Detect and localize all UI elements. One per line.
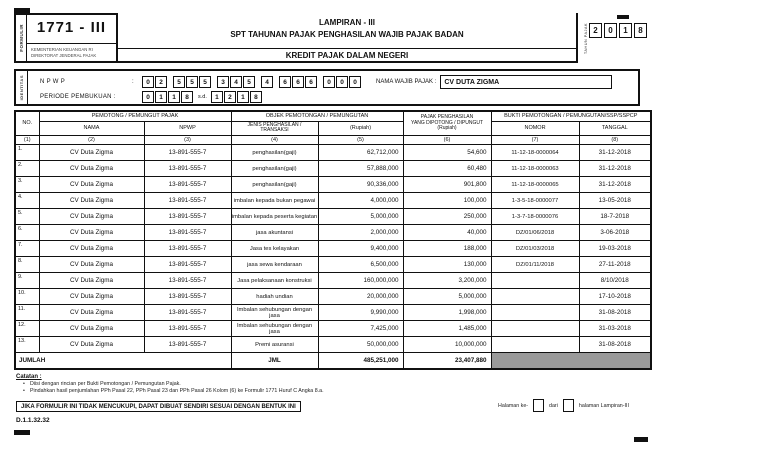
cell-tanggal: 27-11-2018 bbox=[579, 257, 651, 273]
cell-rupiah: 57,888,000 bbox=[318, 161, 403, 177]
cell-no: 12. bbox=[15, 321, 39, 337]
table-row bbox=[15, 337, 651, 353]
jumlah-shaded-cell bbox=[491, 353, 651, 369]
cell-rupiah: 9,400,000 bbox=[318, 241, 403, 257]
cell-no: 11. bbox=[15, 305, 39, 321]
table-row bbox=[15, 209, 651, 225]
jml-label: JML bbox=[231, 353, 318, 369]
ministry-line1: KEMENTERIAN KEUANGAN RI bbox=[31, 46, 93, 52]
digit-box[interactable]: 0 bbox=[336, 76, 348, 88]
cell-tanggal: 13-05-2018 bbox=[579, 193, 651, 209]
periode-to-boxes bbox=[211, 91, 263, 103]
nama-wajib-pajak-field[interactable]: CV DUTA ZIGMA bbox=[440, 75, 612, 89]
tahun-pajak-block bbox=[582, 13, 652, 63]
cell-nama: CV Duta Zigma bbox=[39, 337, 144, 353]
cell-pajak: 100,000 bbox=[403, 193, 491, 209]
cell-pajak: 60,480 bbox=[403, 161, 491, 177]
corner-mark-bottom-right bbox=[634, 437, 648, 442]
cell-jenis: imbalan kepada bukan pegawai bbox=[231, 193, 318, 209]
cell-nomor bbox=[491, 289, 579, 305]
cell-npwp: 13-891-555-7 bbox=[144, 209, 231, 225]
cell-jenis: penghasilan(gaji) bbox=[231, 161, 318, 177]
header-pajak-penghasilan: PAJAK PENGHASILAN YANG DIPOTONG / DIPUNGUT (Rupiah) bbox=[403, 111, 491, 136]
header-nomor: NOMOR bbox=[491, 121, 579, 136]
digit-box[interactable]: 6 bbox=[305, 76, 317, 88]
table-row bbox=[15, 193, 651, 209]
ministry-block bbox=[27, 43, 116, 61]
column-number: (7) bbox=[491, 136, 579, 145]
cell-no: 6. bbox=[15, 225, 39, 241]
cell-jenis: Imbalan sehubungan dengan jasa bbox=[231, 305, 318, 321]
catatan-item: • Pindahkan hasil penjumlahan PPh Pasal 22, PPh Pasal 23 dan PPh Pasal 26 Kolom (6) ke Formulir 1771 Huruf C Angka 8.a. bbox=[16, 388, 486, 395]
cell-rupiah: 20,000,000 bbox=[318, 289, 403, 305]
cell-no: 9. bbox=[15, 273, 39, 289]
header-tanggal: TANGGAL bbox=[579, 121, 651, 136]
halaman-lampiran-label: halaman Lampiran-III bbox=[578, 402, 629, 409]
cell-nama: CV Duta Zigma bbox=[39, 161, 144, 177]
cell-jenis: hadiah undian bbox=[231, 289, 318, 305]
catatan-title: Catatan : bbox=[16, 374, 42, 380]
cell-nomor bbox=[491, 273, 579, 289]
catatan-list bbox=[16, 381, 486, 395]
halaman-row bbox=[498, 399, 629, 412]
digit-box[interactable]: 2 bbox=[155, 76, 167, 88]
cell-tanggal: 31-12-2018 bbox=[579, 161, 651, 177]
cell-tanggal: 19-03-2018 bbox=[579, 241, 651, 257]
tahun-pajak-digits bbox=[589, 13, 647, 63]
cell-nomor bbox=[491, 305, 579, 321]
cell-jenis: imbalan kepada peserta kegiatan bbox=[231, 209, 318, 225]
digit-box[interactable]: 6 bbox=[292, 76, 304, 88]
title-kredit-pajak: KREDIT PAJAK DALAM NEGERI bbox=[285, 51, 409, 60]
cell-nama: CV Duta Zigma bbox=[39, 145, 144, 161]
cell-rupiah: 7,425,000 bbox=[318, 321, 403, 337]
cell-rupiah: 5,000,000 bbox=[318, 209, 403, 225]
cell-nama: CV Duta Zigma bbox=[39, 177, 144, 193]
cell-pajak: 901,800 bbox=[403, 177, 491, 193]
column-number: (8) bbox=[579, 136, 651, 145]
cell-nama: CV Duta Zigma bbox=[39, 289, 144, 305]
cell-jenis: Jasa tes kelayakan bbox=[231, 241, 318, 257]
cell-nama: CV Duta Zigma bbox=[39, 305, 144, 321]
cell-rupiah: 90,336,000 bbox=[318, 177, 403, 193]
cell-no: 4. bbox=[15, 193, 39, 209]
cell-nomor bbox=[491, 321, 579, 337]
cell-tanggal: 17-10-2018 bbox=[579, 289, 651, 305]
digit-box[interactable]: 6 bbox=[279, 76, 291, 88]
cell-nomor: 1-3-7-18-0000076 bbox=[491, 209, 579, 225]
digit-box[interactable]: 0 bbox=[349, 76, 361, 88]
formulir-strip bbox=[16, 15, 27, 61]
cell-jenis: Jasa pelaksanaan konstruksi bbox=[231, 273, 318, 289]
cell-no: 10. bbox=[15, 289, 39, 305]
cell-no: 7. bbox=[15, 241, 39, 257]
ministry-line2: DIREKTORAT JENDERAL PAJAK bbox=[31, 52, 97, 58]
cell-pajak: 250,000 bbox=[403, 209, 491, 225]
npwp-label: N P W P bbox=[40, 79, 65, 85]
cell-rupiah: 6,500,000 bbox=[318, 257, 403, 273]
table-row bbox=[15, 241, 651, 257]
cell-tanggal: 31-08-2018 bbox=[579, 337, 651, 353]
cell-pajak: 1,998,000 bbox=[403, 305, 491, 321]
cell-nama: CV Duta Zigma bbox=[39, 225, 144, 241]
digit-box[interactable]: 2 bbox=[224, 91, 236, 103]
cell-tanggal: 18-7-2018 bbox=[579, 209, 651, 225]
cell-jenis: Imbalan sehubungan dengan jasa bbox=[231, 321, 318, 337]
form-code-block bbox=[14, 13, 118, 63]
cell-tanggal: 31-12-2018 bbox=[579, 177, 651, 193]
table-row bbox=[15, 321, 651, 337]
periode-label: PERIODE PEMBUKUAN : bbox=[40, 94, 116, 100]
table-row bbox=[15, 177, 651, 193]
form-title-block bbox=[118, 13, 578, 63]
column-number: (6) bbox=[403, 136, 491, 145]
cell-tanggal: 3-06-2018 bbox=[579, 225, 651, 241]
cell-nomor: 11-12-18-0000063 bbox=[491, 161, 579, 177]
cell-rupiah: 160,000,000 bbox=[318, 273, 403, 289]
title-lampiran: LAMPIRAN - III bbox=[319, 18, 375, 27]
digit-box[interactable]: 1 bbox=[155, 91, 167, 103]
digit-box[interactable]: 3 bbox=[217, 76, 229, 88]
npwp-digit-boxes bbox=[142, 76, 362, 88]
cell-rupiah: 62,712,000 bbox=[318, 145, 403, 161]
digit-box[interactable]: 4 bbox=[261, 76, 273, 88]
cell-pajak: 188,000 bbox=[403, 241, 491, 257]
npwp-colon: : bbox=[132, 79, 134, 85]
cell-npwp: 13-891-555-7 bbox=[144, 289, 231, 305]
cell-jenis: jasa akuntansi bbox=[231, 225, 318, 241]
cell-nama: CV Duta Zigma bbox=[39, 321, 144, 337]
title-spt: SPT TAHUNAN PAJAK PENGHASILAN WAJIB PAJAK BADAN bbox=[230, 30, 464, 39]
column-number: (3) bbox=[144, 136, 231, 145]
cell-nama: CV Duta Zigma bbox=[39, 241, 144, 257]
cell-jenis: jasa sewa kendaraan bbox=[231, 257, 318, 273]
cell-pajak: 54,600 bbox=[403, 145, 491, 161]
header-objek: OBJEK PEMOTONGAN / PEMUNGUTAN bbox=[231, 111, 403, 121]
cell-nomor: DZ/01/03/2018 bbox=[491, 241, 579, 257]
cell-nama: CV Duta Zigma bbox=[39, 273, 144, 289]
footer-notes bbox=[16, 374, 486, 424]
cell-rupiah: 50,000,000 bbox=[318, 337, 403, 353]
table-row bbox=[15, 257, 651, 273]
digit-box[interactable]: 0 bbox=[142, 91, 154, 103]
table-row bbox=[15, 225, 651, 241]
cell-npwp: 13-891-555-7 bbox=[144, 241, 231, 257]
cell-pajak: 130,000 bbox=[403, 257, 491, 273]
tahun-digit-box[interactable]: 2 bbox=[589, 23, 602, 38]
halaman-ke-label: Halaman ke- bbox=[498, 402, 529, 409]
cell-nomor: DZ/01/11/2018 bbox=[491, 257, 579, 273]
cell-rupiah: 9,990,000 bbox=[318, 305, 403, 321]
digit-box[interactable]: 1 bbox=[168, 91, 180, 103]
digit-box[interactable]: 8 bbox=[250, 91, 262, 103]
tahun-digit-box[interactable]: 0 bbox=[604, 23, 617, 38]
jumlah-pajak-total: 23,407,880 bbox=[403, 353, 491, 369]
cell-nama: CV Duta Zigma bbox=[39, 209, 144, 225]
table-row bbox=[15, 145, 651, 161]
cell-no: 5. bbox=[15, 209, 39, 225]
jumlah-label: JUMLAH bbox=[15, 353, 231, 369]
cell-npwp: 13-891-555-7 bbox=[144, 273, 231, 289]
jumlah-row bbox=[15, 353, 651, 369]
cell-tanggal: 31-03-2018 bbox=[579, 321, 651, 337]
cell-no: 8. bbox=[15, 257, 39, 273]
cell-npwp: 13-891-555-7 bbox=[144, 193, 231, 209]
document-code: D.1.1.32.32 bbox=[16, 417, 50, 424]
digit-box[interactable]: 8 bbox=[181, 91, 193, 103]
warning-box: JIKA FORMULIR INI TIDAK MENCUKUPI, DAPAT DIBUAT SENDIRI SESUAI DENGAN BENTUK INI bbox=[16, 401, 301, 412]
cell-jenis: penghasilan(gaji) bbox=[231, 145, 318, 161]
nama-wajib-pajak-label: NAMA WAJIB PAJAK : bbox=[376, 79, 437, 85]
cell-npwp: 13-891-555-7 bbox=[144, 257, 231, 273]
cell-nomor: 1-3-5-18-0000077 bbox=[491, 193, 579, 209]
halaman-ke-field[interactable] bbox=[533, 399, 544, 412]
cell-no: 2. bbox=[15, 161, 39, 177]
digit-box[interactable]: 4 bbox=[230, 76, 242, 88]
cell-pajak: 5,000,000 bbox=[403, 289, 491, 305]
digit-box[interactable]: 5 bbox=[243, 76, 255, 88]
cell-nomor: 11-12-18-0000065 bbox=[491, 177, 579, 193]
identitas-strip bbox=[16, 71, 28, 104]
cell-nama: CV Duta Zigma bbox=[39, 193, 144, 209]
cell-npwp: 13-891-555-7 bbox=[144, 177, 231, 193]
kredit-pajak-table bbox=[14, 110, 652, 370]
cell-no: 13. bbox=[15, 337, 39, 353]
cell-npwp: 13-891-555-7 bbox=[144, 161, 231, 177]
digit-box[interactable]: 1 bbox=[237, 91, 249, 103]
cell-tanggal: 8/10/2018 bbox=[579, 273, 651, 289]
form-number: 1771 - III bbox=[36, 19, 107, 36]
cell-no: 3. bbox=[15, 177, 39, 193]
column-number: (4) bbox=[231, 136, 318, 145]
cell-pajak: 40,000 bbox=[403, 225, 491, 241]
header-nama: NAMA bbox=[39, 121, 144, 136]
header-no: NO. bbox=[15, 111, 39, 136]
cell-rupiah: 2,000,000 bbox=[318, 225, 403, 241]
header-pemotong: PEMOTONG / PEMUNGUT PAJAK bbox=[39, 111, 231, 121]
table-row bbox=[15, 289, 651, 305]
digit-box[interactable]: 1 bbox=[211, 91, 223, 103]
tahun-pajak-label-wrap bbox=[582, 13, 589, 63]
column-number: (2) bbox=[39, 136, 144, 145]
cell-nomor: DZ/01/06/2018 bbox=[491, 225, 579, 241]
tahun-digit-box[interactable]: 8 bbox=[634, 23, 647, 38]
digit-box[interactable]: 5 bbox=[199, 76, 211, 88]
corner-mark-bottom-left bbox=[14, 430, 30, 435]
digit-box[interactable]: 5 bbox=[173, 76, 185, 88]
tahun-digit-box[interactable]: 1 bbox=[619, 23, 632, 38]
cell-npwp: 13-891-555-7 bbox=[144, 225, 231, 241]
digit-box[interactable]: 5 bbox=[186, 76, 198, 88]
jumlah-rupiah-total: 485,251,000 bbox=[318, 353, 403, 369]
cell-tanggal: 31-12-2018 bbox=[579, 145, 651, 161]
cell-nomor bbox=[491, 337, 579, 353]
table-row bbox=[15, 273, 651, 289]
column-number: (5) bbox=[318, 136, 403, 145]
identitas-label: IDENTITAS bbox=[19, 74, 24, 101]
cell-tanggal: 31-08-2018 bbox=[579, 305, 651, 321]
digit-box[interactable]: 0 bbox=[323, 76, 335, 88]
cell-npwp: 13-891-555-7 bbox=[144, 337, 231, 353]
dari-label: dari bbox=[549, 402, 558, 409]
table-row bbox=[15, 161, 651, 177]
header-rupiah: (Rupiah) bbox=[318, 121, 403, 136]
catatan-item: • Diisi dengan rincian per Bukti Pemotongan / Pemungutan Pajak. bbox=[16, 381, 486, 388]
periode-from-boxes bbox=[142, 91, 194, 103]
cell-rupiah: 4,000,000 bbox=[318, 193, 403, 209]
header-bukti: BUKTI PEMOTONGAN / PEMUNGUTAN/SSP/SSPCP bbox=[491, 111, 651, 121]
column-number: (1) bbox=[15, 136, 39, 145]
cell-pajak: 3,200,000 bbox=[403, 273, 491, 289]
halaman-total-field[interactable] bbox=[563, 399, 574, 412]
header-jenis: JENIS PENGHASILAN / TRANSAKSI bbox=[231, 121, 318, 136]
digit-box[interactable]: 0 bbox=[142, 76, 154, 88]
tahun-pajak-label: TAHUN PAJAK bbox=[583, 23, 588, 55]
cell-nama: CV Duta Zigma bbox=[39, 257, 144, 273]
formulir-label: FORMULIR bbox=[18, 24, 24, 52]
identity-section bbox=[14, 69, 640, 106]
cell-pajak: 10,000,000 bbox=[403, 337, 491, 353]
sd-label: s.d. bbox=[198, 94, 207, 100]
cell-npwp: 13-891-555-7 bbox=[144, 305, 231, 321]
cell-npwp: 13-891-555-7 bbox=[144, 145, 231, 161]
cell-no: 1. bbox=[15, 145, 39, 161]
cell-nomor: 11-12-18-0000064 bbox=[491, 145, 579, 161]
cell-pajak: 1,485,000 bbox=[403, 321, 491, 337]
column-number-row bbox=[15, 136, 651, 145]
cell-npwp: 13-891-555-7 bbox=[144, 321, 231, 337]
header-npwp: NPWP bbox=[144, 121, 231, 136]
cell-jenis: penghasilan(gaji) bbox=[231, 177, 318, 193]
table-row bbox=[15, 305, 651, 321]
cell-jenis: Premi asuransi bbox=[231, 337, 318, 353]
